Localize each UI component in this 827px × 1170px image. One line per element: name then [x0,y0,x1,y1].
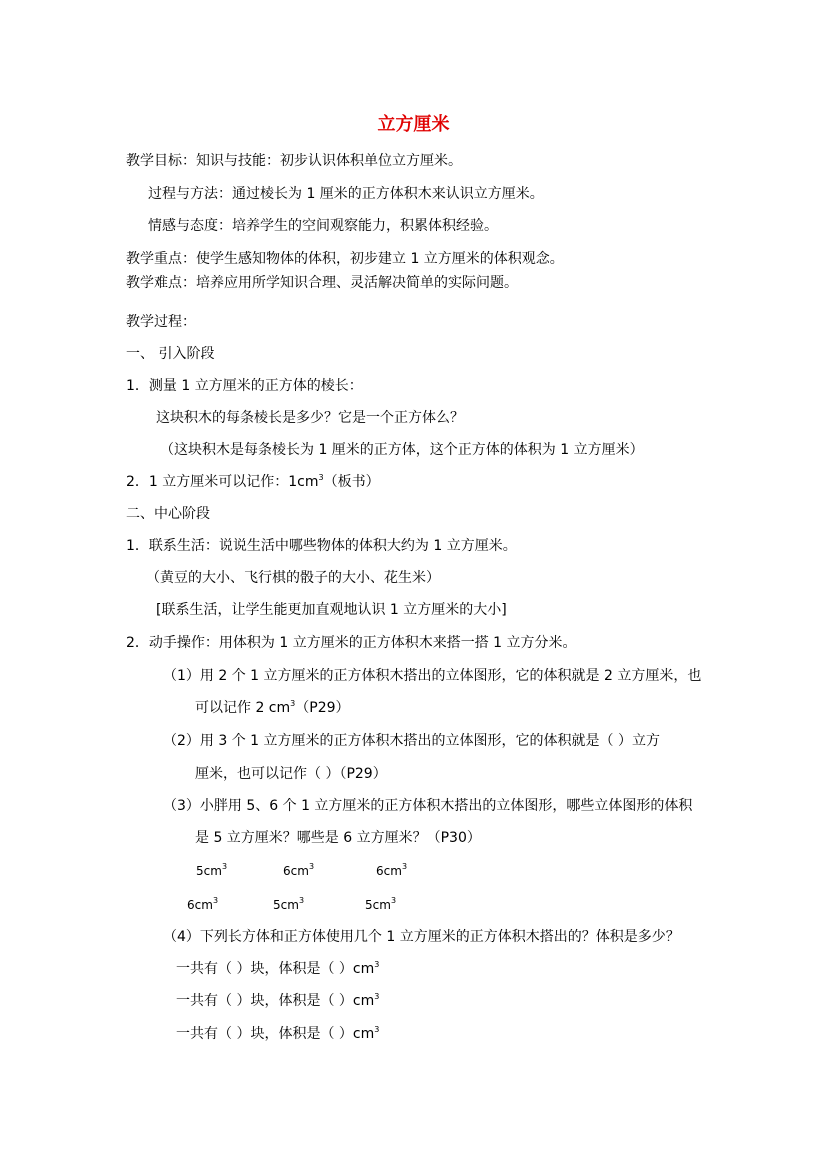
superscript: 3 [318,473,324,482]
goal-emotion: 情感与态度：培养学生的空间观察能力，积累体积经验。 [148,218,498,234]
key-point: 教学重点：使学生感知物体的体积，初步建立 1 立方厘米的体积观念。 [126,251,564,267]
volume-label: $6cm^3$ [376,862,408,878]
section2-item1: 1．联系生活：说说生活中哪些物体的体积大约为 1 立方厘米。 [126,538,517,554]
section2-item2: 2．动手操作：用体积为 1 立方厘米的正方体积木来搭一搭 1 立方分米。 [126,635,577,651]
volume-label: $6cm^3$ [187,896,219,912]
subitem3-line1: （3）小胖用 5、6 个 1 立方厘米的正方体积木搭出的立体图形，哪些立体图形的体积 [163,798,693,814]
superscript: 3 [290,699,296,708]
section1-item2-text: 2．1 立方厘米可以记作：1cm [126,474,319,490]
page-title: 立方厘米 [377,114,450,135]
subitem1-line1: （1）用 2 个 1 立方厘米的正方体积木搭出的立体图形，它的体积就是 2 立方厘米，也 [163,668,702,684]
section1-item1-question: 这块积木的每条棱长是多少？它是一个正方体么？ [156,410,464,426]
difficulty: 教学难点：培养应用所学知识合理、灵活解决简单的实际问题。 [126,275,518,291]
volume-label: $5cm^3$ [196,862,228,878]
section2-item1-examples: （黄豆的大小、飞行棋的骰子的大小、花生米） [146,570,440,586]
count-line: 一共有（ ）块，体积是（ ）$cm^3$ [176,960,380,977]
goal-process: 过程与方法：通过棱长为 1 厘米的正方体积木来认识立方厘米。 [148,186,544,202]
volume-label: $5cm^3$ [273,896,305,912]
subitem2-line1: （2）用 3 个 1 立方厘米的正方体积木搭出的立体图形，它的体积就是（ ）立方 [163,733,660,749]
subitem4: （4）下列长方体和正方体使用几个 1 立方厘米的正方体积木搭出的？体积是多少？ [163,929,680,945]
goal-knowledge: 教学目标：知识与技能：初步认识体积单位立方厘米。 [126,153,462,169]
section1-item2 [126,473,380,491]
section2-heading: 二、中心阶段 [126,506,210,522]
subitem1-line2 [195,699,350,717]
section1-item2-suffix: （板书） [323,474,380,490]
process-label: 教学过程： [126,314,196,330]
section1-item1: 1．测量 1 立方厘米的正方体的棱长： [126,378,363,394]
count-line: 一共有（ ）块，体积是（ ）$cm^3$ [176,992,380,1009]
section2-item1-note: [联系生活，让学生能更加直观地认识 1 立方厘米的大小] [156,602,507,618]
subitem3-line2: 是 5 立方厘米？哪些是 6 立方厘米？（P30） [195,830,481,846]
section1-heading: 一、 引入阶段 [126,346,215,362]
volume-label: $6cm^3$ [283,862,315,878]
volume-label: $5cm^3$ [365,896,397,912]
subitem1-line2-suffix: （P29） [295,700,350,716]
section1-item1-answer: （这块积木是每条棱长为 1 厘米的正方体，这个正方体的体积为 1 立方厘米） [160,442,644,458]
subitem1-line2-text: 可以记作 2 cm [195,700,291,716]
count-line: 一共有（ ）块，体积是（ ）$cm^3$ [176,1025,380,1042]
subitem2-line2: 厘米，也可以记作（ ）（P29） [195,766,387,782]
